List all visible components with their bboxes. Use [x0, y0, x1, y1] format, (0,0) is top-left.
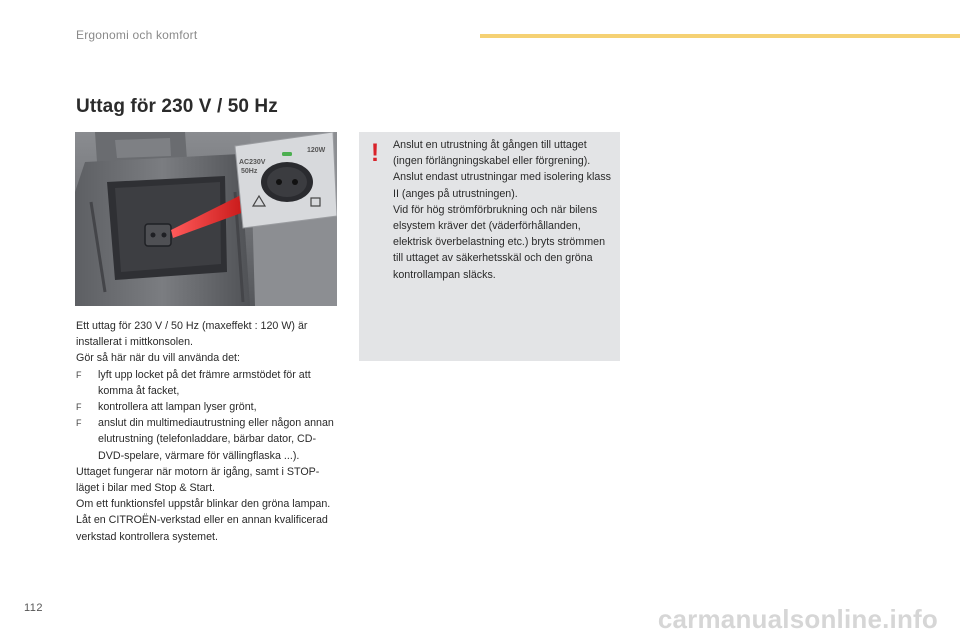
paragraph-workshop: Låt en CITROËN-verkstad eller en annan kvalificerad verkstad kontrollera systemet.	[76, 514, 328, 543]
label-frequency: 50Hz	[241, 168, 258, 175]
exclamation-icon: !	[370, 139, 380, 167]
bullet-icon: F	[76, 369, 82, 380]
section-header: Ergonomi och komfort	[76, 28, 198, 42]
list-item	[76, 415, 338, 464]
intro-paragraph-2: Gör så här när du vill använda det:	[76, 352, 240, 365]
console-drawing	[75, 132, 337, 306]
warning-text	[393, 137, 615, 283]
list-item-text: lyft upp locket på det främre armstödet för att komma åt facket,	[98, 368, 311, 397]
bullet-icon: F	[76, 402, 82, 413]
paragraph-stop-start: Uttaget fungerar när motorn är igång, samt i STOP-läget i bilar med Stop & Start.	[76, 465, 320, 495]
green-indicator-lamp	[282, 152, 292, 156]
list-item	[76, 399, 338, 415]
warning-line-1: Anslut en utrustning åt gången till uttaget (ingen förlängningskabel eller förgrening).	[393, 139, 591, 168]
warning-line-2: Anslut endast utrustningar med isolering klass II (anges på utrustningen).	[393, 171, 612, 200]
console-socket-illustration	[75, 132, 337, 306]
main-text-column	[76, 318, 338, 545]
page-title: Uttag för 230 V / 50 Hz	[76, 96, 278, 117]
header-accent-bar	[480, 34, 960, 38]
label-voltage: AC230V	[239, 159, 266, 166]
list-item	[76, 367, 338, 399]
list-item-text: anslut din multimediautrustning eller någon annan elutrustning (telefonladdare, bärbar dator, CD-DVD-spelare, värmare för vällingflaska ...).	[98, 417, 334, 462]
warning-box	[359, 132, 620, 361]
intro-paragraph-1: Ett uttag för 230 V / 50 Hz (maxeffekt : 120 W) är installerat i mittkonsolen.	[76, 320, 308, 349]
bullet-icon: F	[76, 418, 82, 429]
list-item-text: kontrollera att lampan lyser grönt,	[98, 401, 257, 414]
paragraph-malfunction: Om ett funktionsfel uppstår blinkar den gröna lampan.	[76, 498, 331, 511]
warning-line-3: Vid för hög strömförbrukning och när bilens elsystem kräver det (väderförhållanden, elektrisk överbelastning etc.) bryts strömmen till uttaget av säkerhetsskäl och den gröna kontrollampan släcks.	[393, 203, 606, 281]
socket-closeup	[235, 132, 337, 228]
page-number: 112	[24, 602, 44, 614]
watermark: carmanualsonline.info	[657, 604, 938, 634]
label-power: 120W	[307, 147, 326, 154]
tray-socket	[145, 224, 171, 246]
